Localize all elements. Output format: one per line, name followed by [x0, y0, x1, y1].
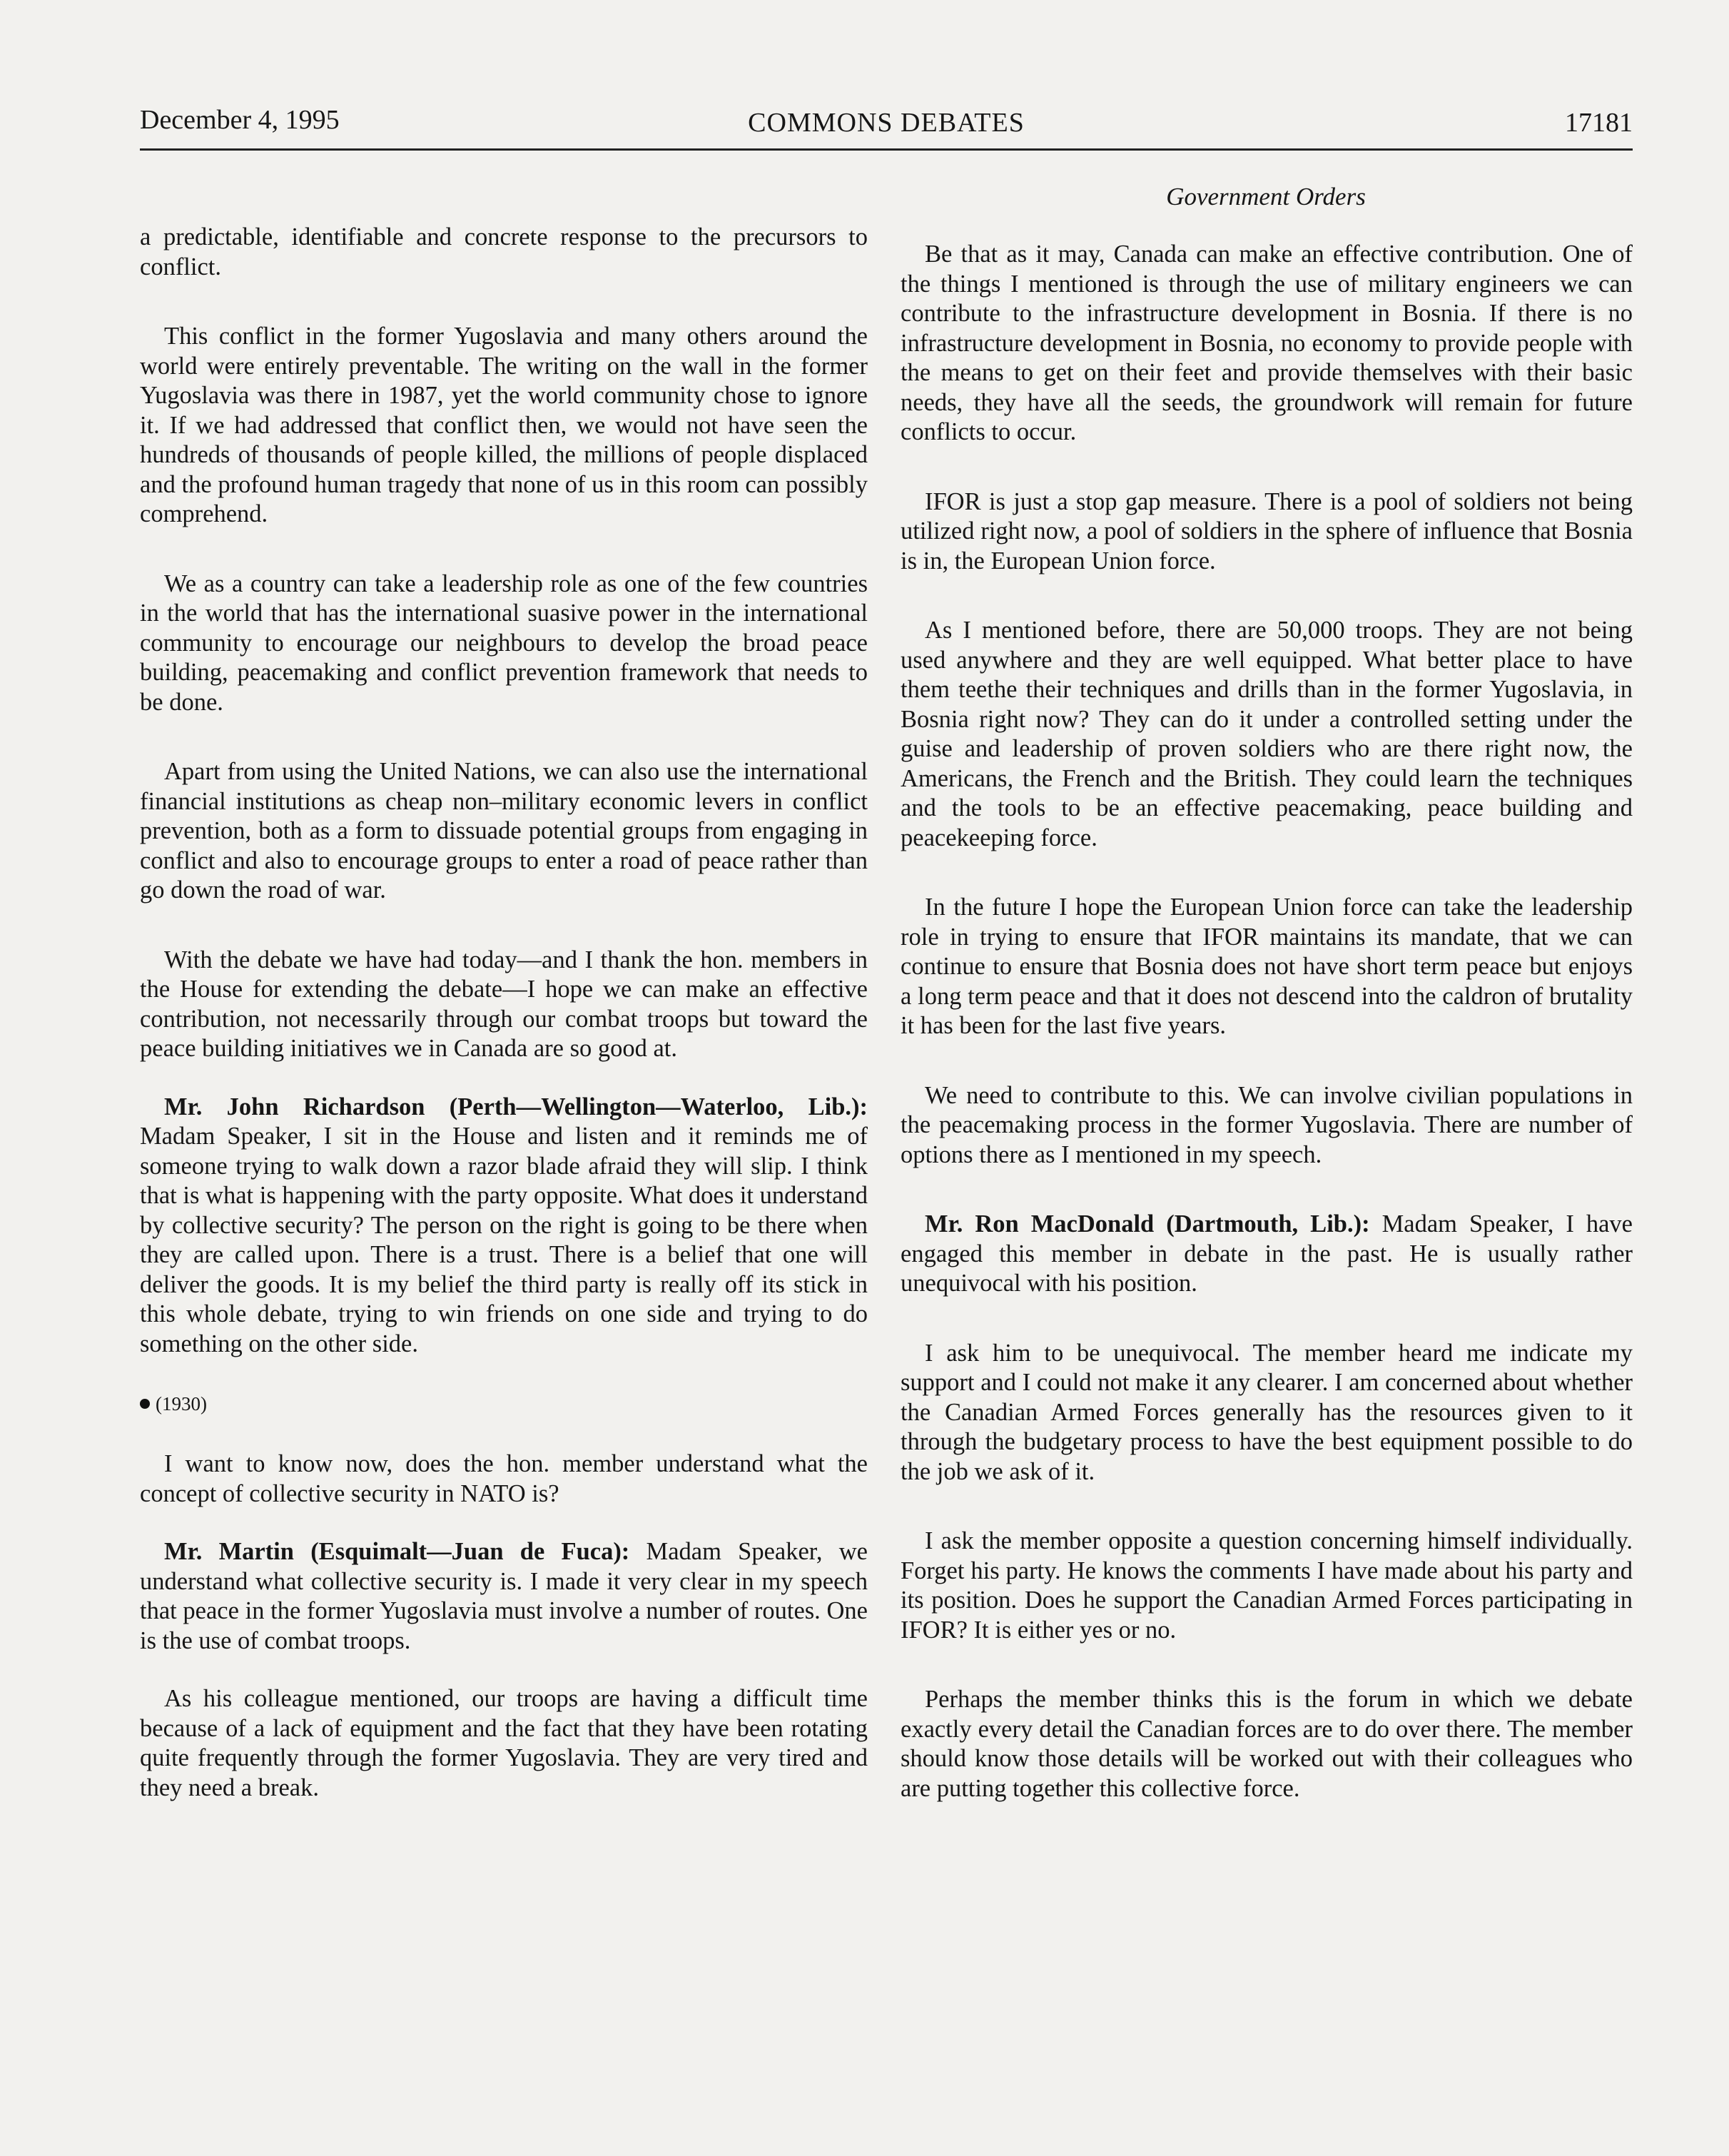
header-page-number: 17181	[1565, 108, 1633, 138]
left-paragraph-6	[140, 1093, 868, 1360]
speech-text: Madam Speaker, we understand what collective security is. I made it very clear in my speech that peace in the former Yugoslavia must involve a number of routes. One is the use of combat troops.	[140, 1538, 868, 1654]
left-paragraph-7: I want to know now, does the hon. member understand what the concept of collective security in NATO is?	[140, 1450, 868, 1507]
header-date: December 4, 1995	[140, 105, 340, 135]
left-paragraph-8	[140, 1537, 868, 1656]
right-paragraph-7: I ask him to be unequivocal. The member heard me indicate my support and I could not make it any clearer. I am concerned about whether the Canadian Armed Forces generally has the resources given to it through the budgetary process to have the best equipment possible to do the job we ask of it.	[901, 1339, 1633, 1485]
right-paragraph-6	[901, 1210, 1633, 1299]
right-paragraph-5: We need to contribute to this. We can involve civilian populations in the peacemaking process in the former Yugoslavia. There are number of options there as I mentioned in my speech.	[901, 1081, 1633, 1168]
speech-text: Madam Speaker, I sit in the House and listen and it reminds me of someone trying to walk down a razor blade afraid they will slip. I think that is what is happening with the party opposite. What does it understand by collective security? The person on the right is going to be there when they are called upon. There is a trust. There is a belief that one will deliver the goods. It is my belief the third party is really off its stick in this whole debate, trying to win friends on one side and trying to do something on the other side.	[140, 1123, 868, 1357]
bullet-icon	[140, 1399, 150, 1409]
right-paragraph-8: I ask the member opposite a question concerning himself individually. Forget his party. He knows the comments I have made about his party and its position. Does he support the Canadian Armed Forces participating in IFOR? It is either yes or no.	[901, 1527, 1633, 1644]
running-head	[140, 98, 1633, 148]
speaker-name: Mr. John Richardson (Perth—Wellington—Waterloo, Lib.):	[164, 1093, 868, 1120]
section-label: Government Orders	[1166, 183, 1366, 211]
right-paragraph-1: Be that as it may, Canada can make an effective contribution. One of the things I mentioned is through the use of military engineers we can contribute to the infrastructure development in Bosnia. If there is no infrastructure development in Bosnia, no economy to provide people with the means to get on their feet and provide themselves with their basic needs, they have all the seeds, the groundwork will remain for future conflicts to occur.	[901, 241, 1633, 445]
time-marker-text: (1930)	[156, 1393, 207, 1414]
left-column	[140, 223, 868, 1843]
speaker-name: Mr. Martin (Esquimalt—Juan de Fuca):	[164, 1538, 630, 1565]
left-paragraph-9: As his colleague mentioned, our troops are having a difficult time because of a lack of equipment and the fact that they have been rotating quite frequently through the former Yugoslavia. They are very tired and they need a break.	[140, 1685, 868, 1801]
time-marker	[140, 1393, 868, 1415]
right-paragraph-9: Perhaps the member thinks this is the forum in which we debate exactly every detail the Canadian forces are to do over there. The member should know those details will be worked out with their colleagues who are putting together this collective force.	[901, 1686, 1633, 1802]
left-paragraph-2: This conflict in the former Yugoslavia and many others around the world were entirely preventable. The writing on the wall in the former Yugoslavia was there in 1987, yet the world community chose to ignore it. If we had addressed that conflict then, we would not have seen the hundreds of thousands of people killed, the millions of people displaced and the profound human tragedy that none of us in this room can possibly comprehend.	[140, 323, 868, 527]
header-publication: COMMONS DEBATES	[748, 108, 1025, 138]
left-paragraph-4: Apart from using the United Nations, we can also use the international financial institutions as cheap non–military economic levers in conflict prevention, both as a form to dissuade potential groups from engaging in conflict and also to encourage groups to enter a road of peace rather than go down the road of war.	[140, 758, 868, 904]
right-paragraph-2: IFOR is just a stop gap measure. There is a pool of soldiers not being utilized right now, a pool of soldiers in the sphere of influence that Bosnia is in, the European Union force.	[901, 487, 1633, 575]
left-paragraph-1: a predictable, identifiable and concrete response to the precursors to conflict.	[140, 223, 868, 280]
header-rule	[140, 148, 1633, 151]
right-paragraph-3: As I mentioned before, there are 50,000 troops. They are not being used anywhere and they are well equipped. What better place to have them teethe their techniques and drills than in the former Yugoslavia, in Bosnia right now? They can do it under a controlled setting under the guise and leadership of proven soldiers who are there right now, the Americans, the French and the British. They could learn the techniques and the tools to be an effective peacemaking, peace building and peacekeeping force.	[901, 617, 1633, 851]
left-paragraph-5: With the debate we have had today—and I thank the hon. members in the House for extending the debate—I hope we can make an effective contribution, not necessarily through our combat troops but toward the peace building initiatives we in Canada are so good at.	[140, 946, 868, 1062]
speech-text: Madam Speaker, I have engaged this member in debate in the past. He is usually rather unequivocal with his position.	[901, 1210, 1633, 1297]
left-paragraph-3: We as a country can take a leadership role as one of the few countries in the world that has the international suasive power in the international community to encourage our neighbours to develop the broad peace building, peacemaking and conflict prevention framework that needs to be done.	[140, 570, 868, 716]
speaker-name: Mr. Ron MacDonald (Dartmouth, Lib.):	[925, 1210, 1370, 1238]
right-paragraph-4: In the future I hope the European Union force can take the leadership role in trying to ensure that IFOR maintains its mandate, that we can continue to ensure that Bosnia does not have short term peace but enjoys a long term peace and that it does not descend into the caldron of brutality it has been for the last five years.	[901, 894, 1633, 1039]
right-column	[901, 240, 1633, 1843]
